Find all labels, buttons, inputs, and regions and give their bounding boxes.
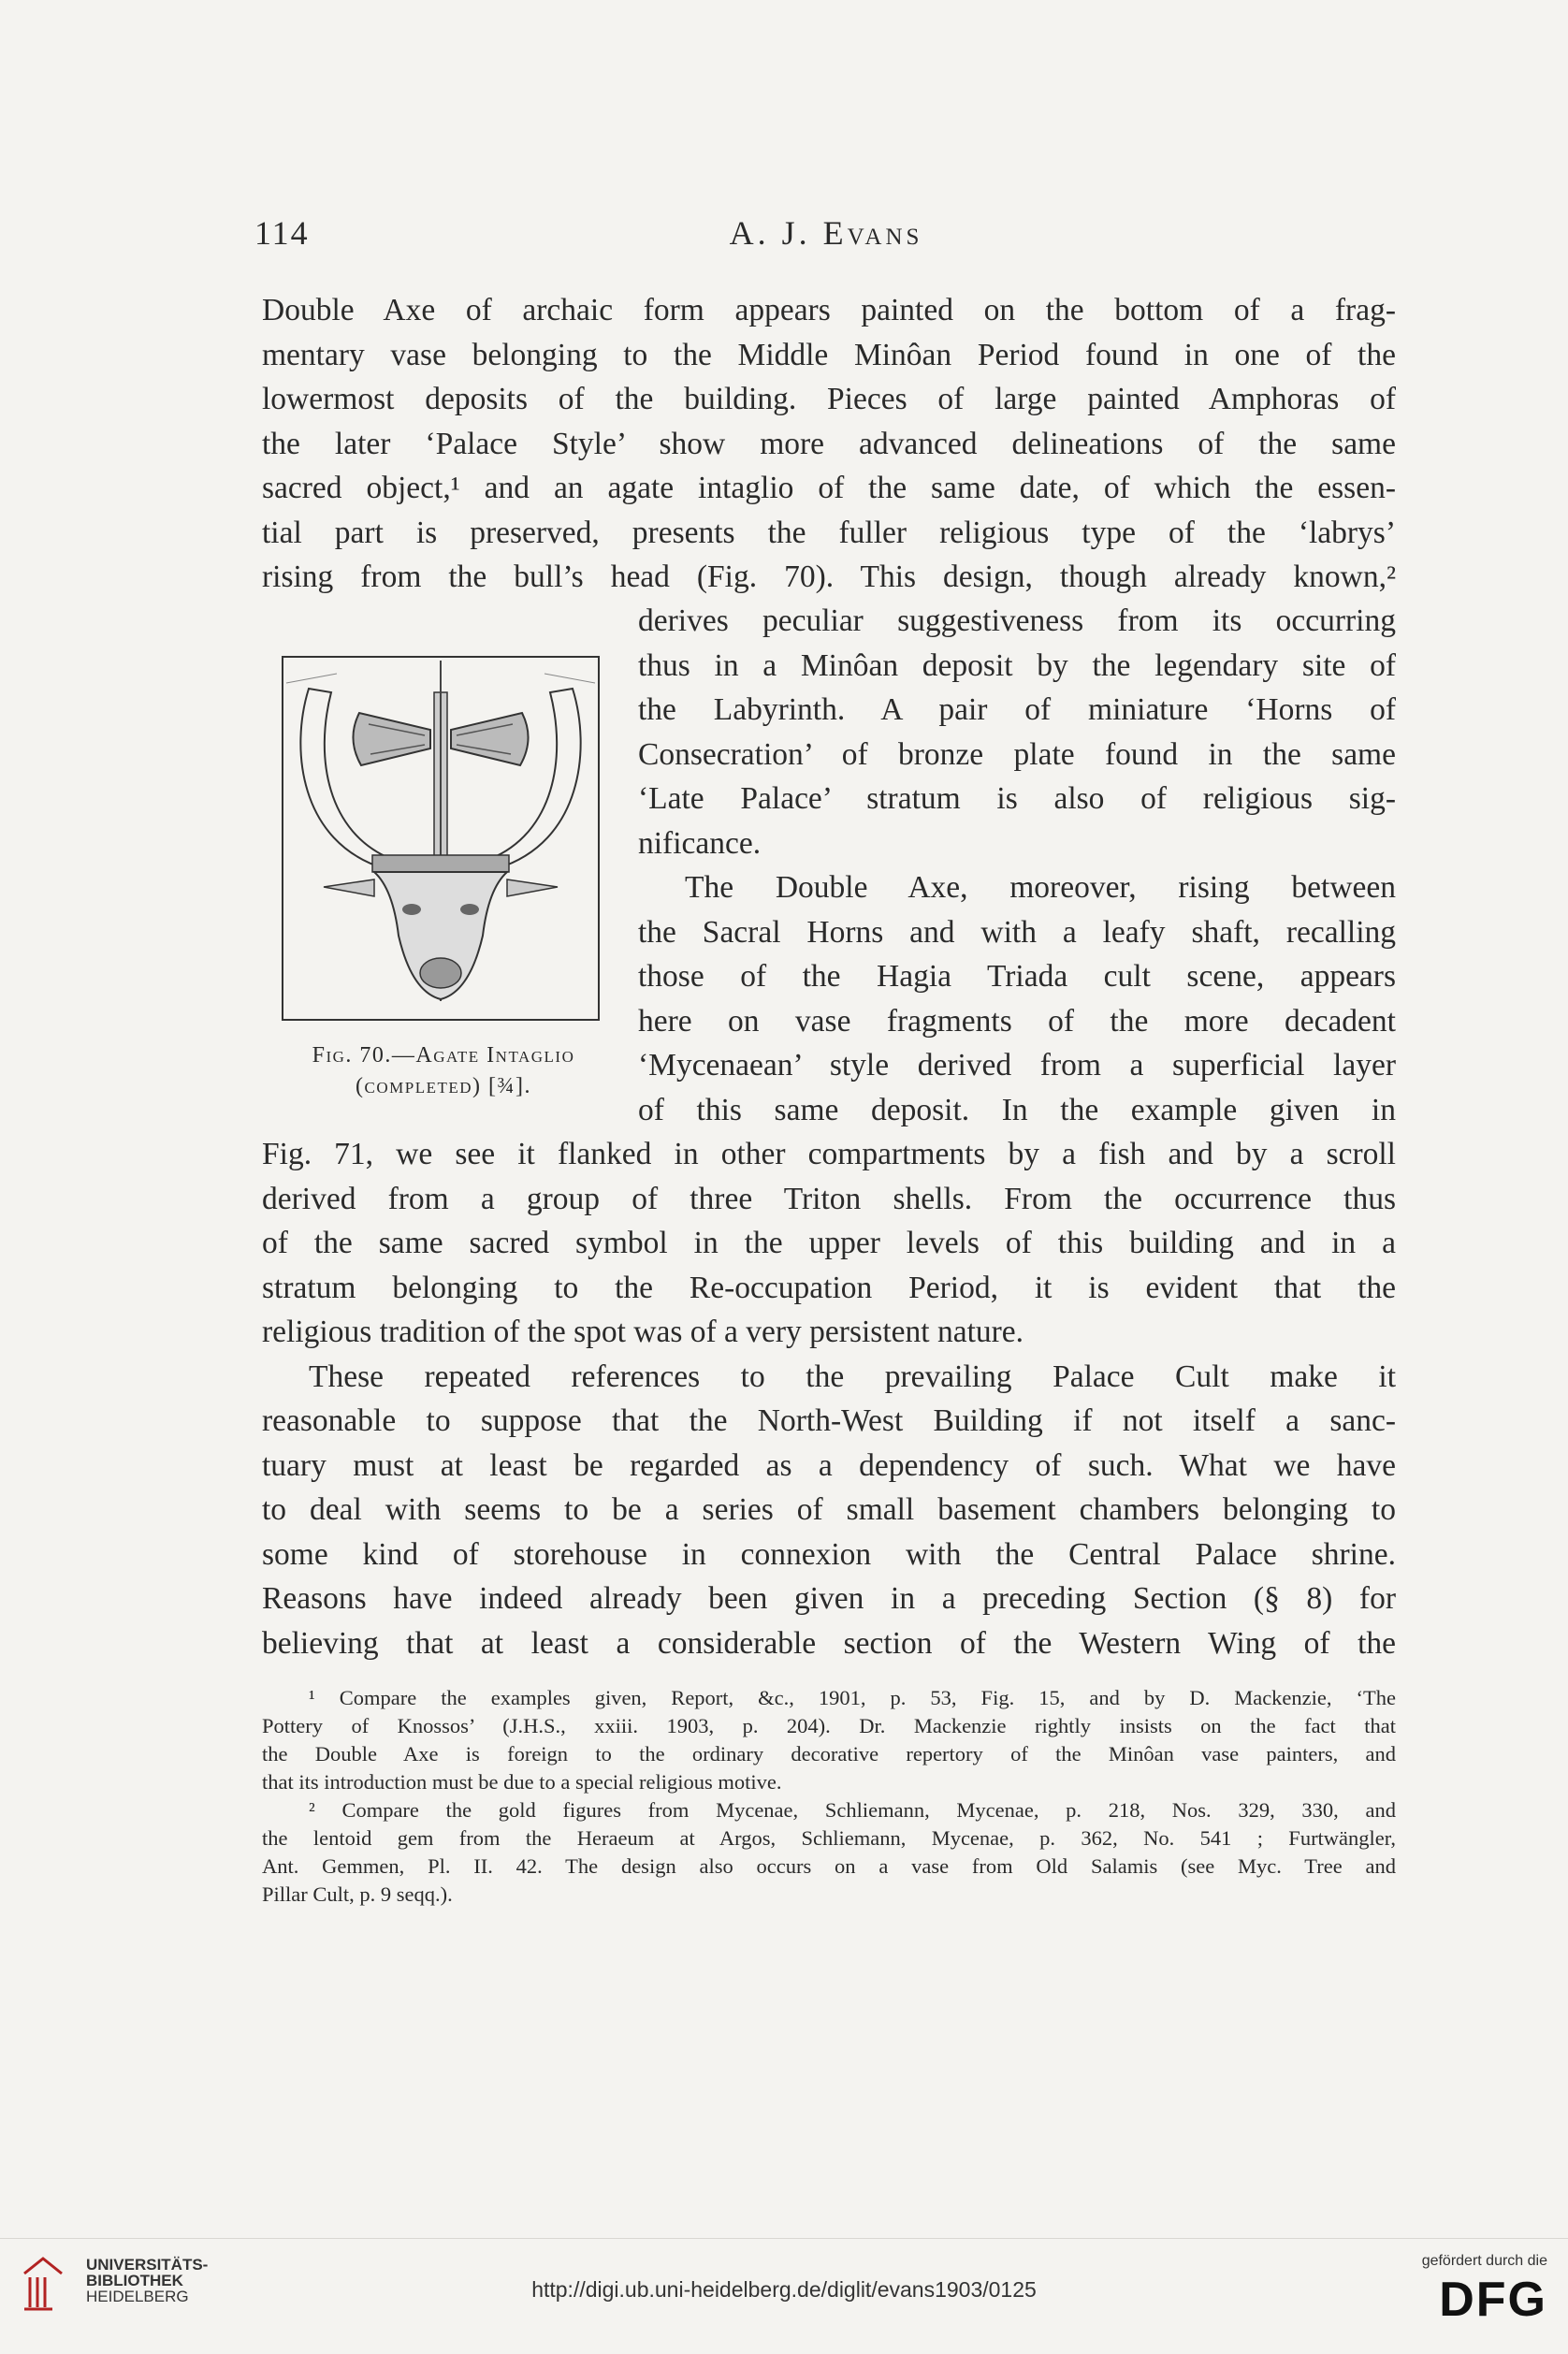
text-line: lowermost deposits of the building. Pieces of large painted Amphoras of [262, 382, 1396, 416]
text-line: tuary must at least be regarded as a dependency of such. What we have [262, 1447, 1396, 1483]
text-line: some kind of storehouse in connexion with the Central Palace shrine. [262, 1536, 1396, 1572]
page-header [254, 213, 1398, 260]
text-line: the Labyrinth. A pair of miniature ‘Horns of [638, 692, 1396, 727]
library-name-line-2: BIBLIOTHEK [86, 2272, 183, 2289]
text-line: derives peculiar suggestiveness from its occurring [638, 603, 1396, 638]
text-line: to deal with seems to be a series of small basement chambers belonging to [262, 1492, 1396, 1527]
footnote-line: the Double Axe is foreign to the ordinary decorative repertory of the Minôan vase painters, and [262, 1742, 1396, 1766]
footnote-line: Pottery of Knossos’ (J.H.S., xxiii. 1903, p. 204). Dr. Mackenzie rightly insists on the fact that [262, 1714, 1396, 1737]
footnote-line: ² Compare the gold figures from Mycenae, Schliemann, Mycenae, p. 218, Nos. 329, 330, and [309, 1798, 1396, 1822]
text-line: tial part is preserved, presents the fuller religious type of the ‘labrys’ [262, 515, 1396, 550]
body-paragraph-wrapped [638, 599, 1396, 1132]
labrys-bull-head-illustration [281, 655, 601, 1022]
body-paragraph-3 [262, 1132, 1396, 1665]
text-line: those of the Hagia Triada cult scene, appears [638, 959, 1396, 994]
figure-caption [266, 1040, 621, 1102]
text-line: sacred object,¹ and an agate intaglio of the same date, of which the essen- [262, 471, 1396, 505]
text-line: the Sacral Horns and with a leafy shaft, recalling [638, 914, 1396, 950]
figure-agate-intaglio [281, 655, 601, 1022]
footnote-line: Ant. Gemmen, Pl. II. 42. The design also occurs on a vase from Old Salamis (see Myc. Tree and [262, 1854, 1396, 1878]
text-line: ‘Mycenaean’ style derived from a superficial layer [638, 1048, 1396, 1083]
funding-text: gefördert durch die [1421, 2253, 1547, 2269]
text-line: These repeated references to the prevailing Palace Cult make it [309, 1359, 1396, 1394]
footnote-line: the lentoid gem from the Heraeum at Argos, Schliemann, Mycenae, p. 362, No. 541 ; Furtwängler, [262, 1826, 1396, 1850]
text-line: nificance. [638, 825, 762, 861]
library-name-line-1: UNIVERSITÄTS- [86, 2256, 209, 2274]
text-line: derived from a group of three Triton shells. From the occurrence thus [262, 1181, 1396, 1216]
text-line: ‘Late Palace’ stratum is also of religious sig- [638, 781, 1396, 816]
footer-divider [0, 2238, 1568, 2239]
body-paragraph-1 [262, 288, 1396, 600]
text-line: Fig. 71, we see it flanked in other compartments by a fish and by a scroll [262, 1137, 1396, 1171]
text-line: believing that at least a considerable section of the Western Wing of the [262, 1625, 1396, 1661]
permalink-url[interactable]: http://digi.ub.uni-heidelberg.de/diglit/evans1903/0125 [531, 2277, 1037, 2302]
funding-credit [1422, 2253, 1547, 2328]
text-line: stratum belonging to the Re-occupation Period, it is evident that the [262, 1270, 1396, 1305]
text-line: the later ‘Palace Style’ show more advanced delineations of the same [262, 426, 1396, 461]
text-line: of this same deposit. In the example given in [638, 1092, 1396, 1127]
text-line: The Double Axe, moreover, rising between [685, 870, 1396, 905]
library-name-line-3: HEIDELBERG [86, 2288, 189, 2305]
footnote-line: that its introduction must be due to a special religious motive. [262, 1770, 782, 1794]
text-line: of the same sacred symbol in the upper levels of this building and in a [262, 1226, 1396, 1260]
figure-caption-line-1: Fig. 70.—Agate Intaglio [312, 1043, 575, 1068]
text-line: reasonable to suppose that the North-West Building if not itself a sanc- [262, 1403, 1396, 1438]
text-line: rising from the bull’s head (Fig. 70). This design, though already known,² [262, 559, 1396, 594]
running-head: A. J. Evans [729, 214, 923, 252]
text-line: Consecration’ of bronze plate found in the same [638, 736, 1396, 772]
dfg-logo: DFG [1439, 2273, 1547, 2327]
text-line: religious tradition of the spot was of a very persistent nature. [262, 1315, 1024, 1349]
page-number: 114 [254, 214, 310, 252]
text-line: mentary vase belonging to the Middle Minôan Period found in one of the [262, 337, 1396, 372]
text-line: Double Axe of archaic form appears painted on the bottom of a frag- [262, 293, 1396, 327]
figure-caption-line-2: (completed) [¾]. [356, 1074, 531, 1098]
footnote-line: ¹ Compare the examples given, Report, &c., 1901, p. 53, Fig. 15, and by D. Mackenzie, ‘The [309, 1686, 1396, 1709]
text-line: thus in a Minôan deposit by the legendary site of [638, 647, 1396, 683]
footnotes [262, 1684, 1396, 1909]
text-line: here on vase fragments of the more decadent [638, 1003, 1396, 1039]
footnote-line: Pillar Cult, p. 9 seqq.). [262, 1882, 453, 1906]
text-line: Reasons have indeed already been given in a preceding Section (§ 8) for [262, 1581, 1396, 1616]
